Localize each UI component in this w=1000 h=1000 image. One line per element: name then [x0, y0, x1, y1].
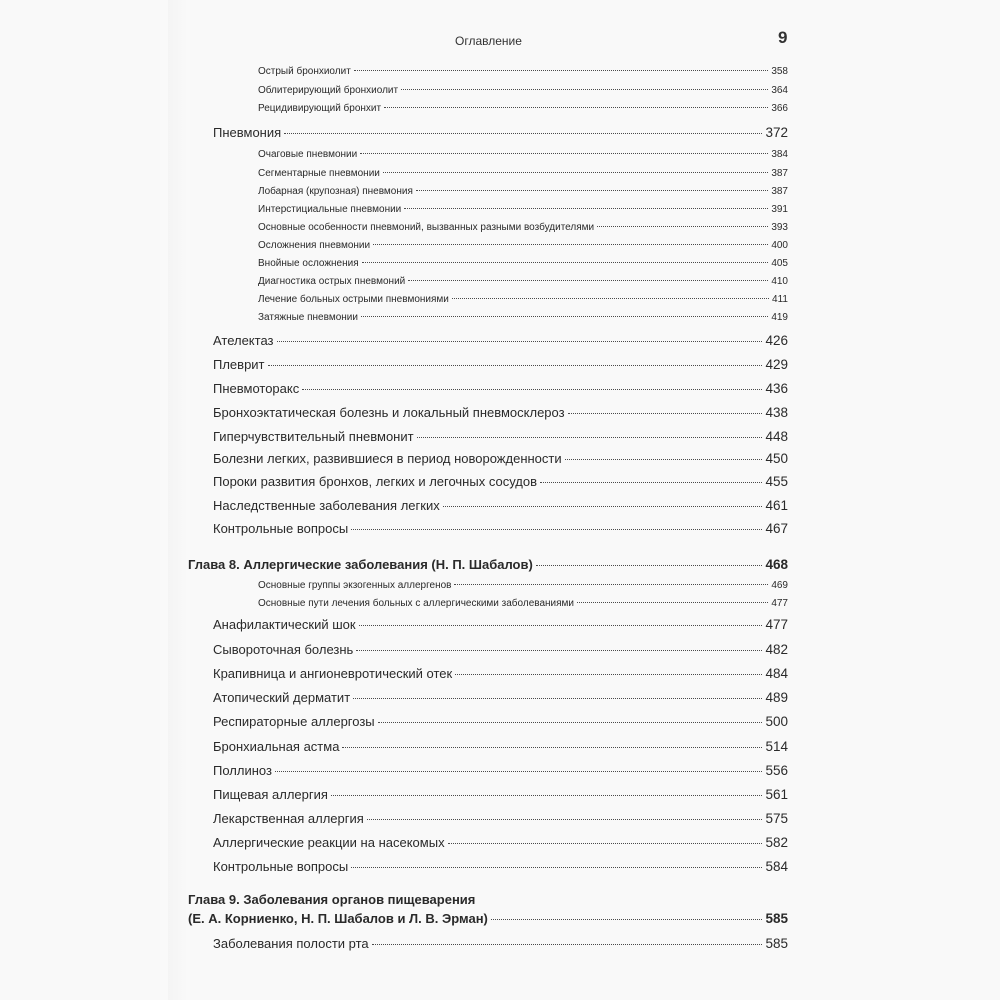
toc-entry-level3: [258, 85, 788, 96]
toc-entry-level2: [213, 451, 788, 466]
toc-entry-page: 400: [771, 240, 788, 251]
toc-entry-level3: [258, 222, 788, 233]
toc-entry-level3: [258, 168, 788, 179]
toc-entry-level3: [258, 294, 788, 305]
toc-entry-page: 482: [765, 642, 788, 657]
toc-entry-page: 438: [765, 405, 788, 420]
toc-leader-dots: [455, 674, 762, 675]
toc-leader-dots: [353, 698, 762, 699]
toc-leader-dots: [354, 70, 769, 71]
toc-entry-page: 477: [765, 617, 788, 632]
toc-entry-page: 455: [765, 474, 788, 489]
toc-entry-label: Ателектаз: [213, 333, 274, 348]
toc-leader-dots: [268, 365, 763, 366]
toc-entry-label: Крапивница и ангионевротический отек: [213, 666, 453, 681]
toc-entry-label: Лечение больных острыми пневмониями: [258, 294, 449, 305]
toc-chapter-8: [188, 557, 788, 572]
toc-leader-dots: [378, 722, 763, 723]
toc-entry-label: Лекарственная аллергия: [213, 811, 364, 826]
toc-entry-label: Аллергические реакции на насекомых: [213, 835, 445, 850]
toc-entry-page: 364: [771, 85, 788, 96]
toc-leader-dots: [540, 482, 762, 483]
toc-chapter-page: 585: [765, 911, 788, 926]
toc-leader-dots: [401, 89, 768, 90]
toc-entry-page: 561: [765, 787, 788, 802]
toc-entry-page: 393: [771, 222, 788, 233]
toc-leader-dots: [275, 771, 763, 772]
toc-entry-label: Респираторные аллергозы: [213, 714, 375, 729]
toc-entry-page: 575: [765, 811, 788, 826]
toc-chapter-page: 468: [765, 557, 788, 572]
toc-entry-level2: [213, 429, 788, 444]
toc-entry-level3: [258, 66, 788, 77]
toc-leader-dots: [454, 584, 768, 585]
toc-leader-dots: [356, 650, 762, 651]
toc-entry-page: 489: [765, 690, 788, 705]
toc-entry-page: 429: [765, 357, 788, 372]
toc-entry-level2: [213, 405, 788, 420]
toc-entry-level3: [258, 276, 788, 287]
toc-entry-label: Основные особенности пневмоний, вызванных разными возбудителями: [258, 222, 595, 233]
toc-entry-page: 405: [771, 258, 788, 269]
toc-entry-page: 582: [765, 835, 788, 850]
toc-entry-page: 411: [772, 294, 788, 305]
toc-entry-page: 477: [771, 598, 788, 609]
toc-entry-level2: [213, 617, 788, 632]
toc-entry-page: 514: [765, 739, 788, 754]
toc-entry-level2: [213, 811, 788, 826]
toc-entry-level3: [258, 103, 788, 114]
toc-entry-page: 469: [771, 580, 788, 591]
toc-entry-level3: [258, 149, 788, 160]
toc-entry-level2: [213, 333, 788, 348]
toc-leader-dots: [565, 459, 763, 460]
toc-entry-level2: [213, 763, 788, 778]
toc-entry-page: 387: [771, 186, 788, 197]
toc-entry-level2: [213, 521, 788, 536]
toc-entry-label: Пневмония: [213, 125, 282, 140]
toc-entry-label: Затяжные пневмонии: [258, 312, 358, 323]
toc-entry-level2: [213, 859, 788, 874]
toc-entry-page: 461: [765, 498, 788, 513]
toc-leader-dots: [491, 919, 763, 920]
toc-leader-dots: [404, 208, 768, 209]
toc-entry-label: Основные группы экзогенных аллергенов: [258, 580, 452, 591]
page-number: 9: [778, 28, 788, 47]
toc-entry-label: Очаговые пневмонии: [258, 149, 358, 160]
toc-entry-level3: [258, 580, 788, 591]
toc-entry-label: Облитерирующий бронхиолит: [258, 85, 399, 96]
toc-leader-dots: [302, 389, 762, 390]
toc-entry-level2: [213, 474, 788, 489]
toc-leader-dots: [568, 413, 763, 414]
toc-entry-label: Атопический дерматит: [213, 690, 351, 705]
toc-chapter-label: (Е. А. Корниенко, Н. П. Шабалов и Л. В. Эрман): [188, 911, 488, 926]
toc-entry-label: Лобарная (крупозная) пневмония: [258, 186, 413, 197]
toc-entry-page: 419: [771, 312, 788, 323]
toc-entry-label: Основные пути лечения больных с аллергическими заболеваниями: [258, 598, 575, 609]
toc-entry-page: 484: [765, 666, 788, 681]
toc-entry-level3: [258, 204, 788, 215]
toc-entry-page: 436: [765, 381, 788, 396]
toc-entry-level2: [213, 787, 788, 802]
toc-leader-dots: [384, 107, 768, 108]
toc-entry-label: Бронхиальная астма: [213, 739, 340, 754]
toc-entry-page: 426: [765, 333, 788, 348]
toc-leader-dots: [577, 602, 768, 603]
toc-entry-level3: [258, 258, 788, 269]
toc-leader-dots: [277, 341, 763, 342]
toc-entry-level2: [213, 739, 788, 754]
toc-entry-page: 410: [771, 276, 788, 287]
toc-leader-dots: [361, 316, 768, 317]
toc-entry-level2: [213, 835, 788, 850]
toc-leader-dots: [448, 843, 763, 844]
toc-chapter-9-title-line1: Глава 9. Заболевания органов пищеварения: [188, 892, 476, 907]
toc-leader-dots: [351, 529, 762, 530]
toc-entry-label: Поллиноз: [213, 763, 272, 778]
toc-chapter-label: Глава 8. Аллергические заболевания (Н. П. Шабалов): [188, 557, 533, 572]
toc-entry-page: 500: [765, 714, 788, 729]
toc-entry-label: Острый бронхиолит: [258, 66, 351, 77]
toc-entry-label: Пневмоторакс: [213, 381, 300, 396]
toc-leader-dots: [373, 244, 768, 245]
toc-leader-dots: [367, 819, 763, 820]
toc-entry-level2: [213, 666, 788, 681]
toc-entry-label: Анафилактический шок: [213, 617, 356, 632]
toc-leader-dots: [452, 298, 769, 299]
running-header: Оглавление: [455, 34, 522, 48]
toc-entry-page: 387: [771, 168, 788, 179]
toc-entry-level2: [213, 936, 788, 951]
toc-entry-label: Бронхоэктатическая болезнь и локальный пневмосклероз: [213, 405, 565, 420]
toc-entry-page: 391: [771, 204, 788, 215]
toc-entry-page: 366: [771, 103, 788, 114]
toc-entry-page: 448: [765, 429, 788, 444]
toc-entry-level2: [213, 714, 788, 729]
toc-chapter-9: [188, 911, 788, 926]
toc-leader-dots: [284, 133, 762, 134]
toc-entry-label: Пищевая аллергия: [213, 787, 328, 802]
toc-entry-level2: [213, 498, 788, 513]
toc-leader-dots: [342, 747, 762, 748]
toc-entry-level2: [213, 357, 788, 372]
toc-leader-dots: [359, 625, 763, 626]
toc-leader-dots: [597, 226, 768, 227]
toc-entry-label: Контрольные вопросы: [213, 859, 349, 874]
toc-leader-dots: [417, 437, 763, 438]
toc-entry-label: Контрольные вопросы: [213, 521, 349, 536]
toc-leader-dots: [416, 190, 768, 191]
toc-entry-page: 450: [765, 451, 788, 466]
toc-entry-label: Осложнения пневмонии: [258, 240, 371, 251]
toc-entry-label: Плеврит: [213, 357, 265, 372]
toc-entry-level2: [213, 642, 788, 657]
toc-entry-level2: [213, 381, 788, 396]
toc-entry-page: 556: [765, 763, 788, 778]
toc-entry-label: Внойные осложнения: [258, 258, 359, 269]
toc-entry-label: Наследственные заболевания легких: [213, 498, 440, 513]
toc-leader-dots: [362, 262, 769, 263]
page-gutter-shadow: [168, 0, 188, 1000]
toc-leader-dots: [408, 280, 768, 281]
toc-entry-label: Сегментарные пневмонии: [258, 168, 380, 179]
toc-entry-label: Сывороточная болезнь: [213, 642, 354, 657]
toc-entry-level3: [258, 598, 788, 609]
toc-entry-page: 584: [765, 859, 788, 874]
toc-entry-label: Интерстициальные пневмонии: [258, 204, 402, 215]
toc-leader-dots: [360, 153, 768, 154]
toc-entry-label: Пороки развития бронхов, легких и легочных сосудов: [213, 474, 537, 489]
toc-entry-level2: [213, 690, 788, 705]
toc-leader-dots: [443, 506, 763, 507]
toc-leader-dots: [351, 867, 762, 868]
toc-entry-label: Заболевания полости рта: [213, 936, 369, 951]
toc-entry-level3: [258, 186, 788, 197]
toc-entry-page: 467: [765, 521, 788, 536]
toc-leader-dots: [383, 172, 768, 173]
toc-leader-dots: [331, 795, 763, 796]
toc-entry-page: 372: [765, 125, 788, 140]
toc-entry-label: Гиперчувствительный пневмонит: [213, 429, 414, 444]
toc-entry-page: 585: [765, 936, 788, 951]
toc-entry-level2: [213, 125, 788, 140]
toc-entry-level3: [258, 240, 788, 251]
toc-entry-label: Диагностика острых пневмоний: [258, 276, 406, 287]
toc-entry-label: Болезни легких, развившиеся в период новорожденности: [213, 451, 562, 466]
toc-entry-page: 358: [771, 66, 788, 77]
toc-leader-dots: [536, 565, 763, 566]
toc-entry-label: Рецидивирующий бронхит: [258, 103, 382, 114]
toc-leader-dots: [372, 944, 763, 945]
toc-entry-page: 384: [771, 149, 788, 160]
toc-entry-level3: [258, 312, 788, 323]
